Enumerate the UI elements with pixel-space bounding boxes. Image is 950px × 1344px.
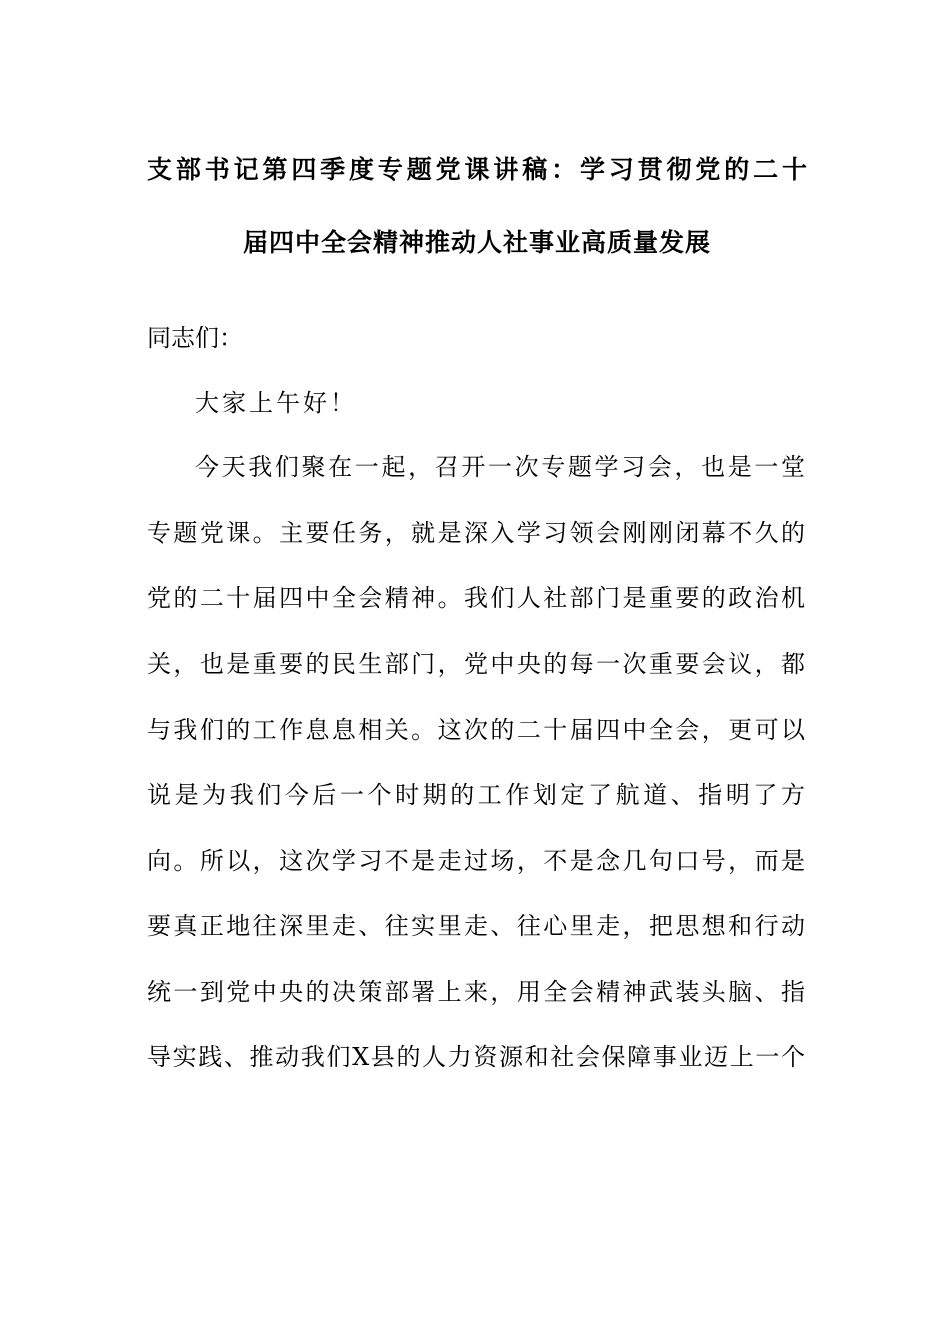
paragraph-line: 专题党课。主要任务，就是深入学习领会刚刚闭幕不久的: [147, 519, 805, 547]
paragraph-line: 今天我们聚在一起，召开一次专题学习会，也是一堂: [195, 453, 805, 481]
paragraph-line: 向。所以，这次学习不是走过场，不是念几句口号，而是: [147, 847, 805, 875]
salutation: 同志们：: [147, 324, 243, 352]
paragraph-line: 与我们的工作息息相关。这次的二十届四中全会，更可以: [147, 716, 805, 744]
greeting: 大家上午好！: [195, 389, 357, 417]
paragraph-line: 导实践、推动我们X县的人力资源和社会保障事业迈上一个: [147, 1043, 805, 1071]
document-title-line-2: 届四中全会精神推动人社事业高质量发展: [242, 228, 711, 257]
paragraph-line: 党的二十届四中全会精神。我们人社部门是重要的政治机: [147, 584, 805, 612]
document-title-line-1: 支部书记第四季度专题党课讲稿：学习贯彻党的二十: [147, 155, 807, 184]
paragraph-line: 说是为我们今后一个时期的工作划定了航道、指明了方: [147, 781, 805, 809]
paragraph-line: 统一到党中央的决策部署上来，用全会精神武装头脑、指: [147, 978, 805, 1006]
paragraph-line: 要真正地往深里走、往实里走、往心里走，把思想和行动: [147, 912, 805, 940]
paragraph-line: 关，也是重要的民生部门，党中央的每一次重要会议，都: [147, 650, 805, 678]
